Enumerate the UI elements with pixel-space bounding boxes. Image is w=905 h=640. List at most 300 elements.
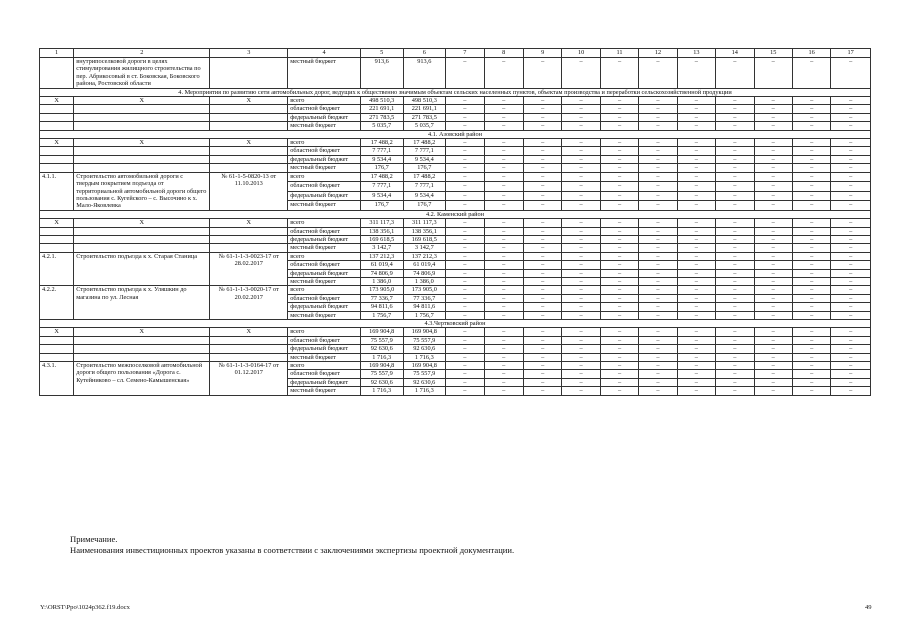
expertise-conclusion: X	[210, 139, 288, 147]
item-number	[40, 336, 74, 344]
empty-year-dash: –	[562, 261, 600, 269]
funding-source: федеральный бюджет	[288, 303, 361, 311]
empty-year-dash: –	[484, 244, 523, 252]
empty-year-dash: –	[639, 328, 677, 336]
year-amount: 913,6	[403, 58, 446, 89]
empty-year-dash: –	[446, 328, 484, 336]
empty-year-dash: –	[792, 164, 830, 172]
year-amount: 1 716,3	[403, 387, 446, 395]
total-amount: 3 142,7	[360, 244, 403, 252]
empty-year-dash: –	[523, 387, 561, 395]
project-name: X	[74, 139, 210, 147]
empty-year-dash: –	[446, 311, 484, 319]
empty-year-dash: –	[831, 97, 871, 105]
empty-year-dash: –	[716, 269, 754, 277]
total-amount: 9 534,4	[360, 191, 403, 201]
empty-year-dash: –	[639, 345, 677, 353]
empty-year-dash: –	[523, 139, 561, 147]
empty-year-dash: –	[484, 345, 523, 353]
empty-year-dash: –	[484, 113, 523, 121]
column-number: 2	[74, 49, 210, 58]
empty-year-dash: –	[831, 139, 871, 147]
empty-year-dash: –	[716, 261, 754, 269]
total-amount: 75 557,9	[360, 370, 403, 378]
empty-year-dash: –	[677, 155, 715, 163]
empty-year-dash: –	[677, 219, 715, 227]
empty-year-dash: –	[523, 147, 561, 155]
funding-source: областной бюджет	[288, 182, 361, 192]
year-amount: 17 488,2	[403, 139, 446, 147]
empty-year-dash: –	[639, 113, 677, 121]
table-row	[40, 147, 871, 155]
empty-year-dash: –	[446, 97, 484, 105]
column-number: 5	[360, 49, 403, 58]
empty-year-dash: –	[754, 261, 792, 269]
expertise-conclusion: № 61-1-5-0820-13 от 11.10.2013	[210, 172, 288, 210]
funding-source: всего	[288, 97, 361, 105]
total-amount: 61 019,4	[360, 261, 403, 269]
funding-source: всего	[288, 219, 361, 227]
year-amount: 221 691,1	[403, 105, 446, 113]
empty-year-dash: –	[716, 201, 754, 211]
empty-year-dash: –	[562, 294, 600, 302]
funding-source: федеральный бюджет	[288, 155, 361, 163]
total-amount: 169 618,5	[360, 235, 403, 243]
funding-source: федеральный бюджет	[288, 113, 361, 121]
empty-year-dash: –	[677, 362, 715, 370]
empty-year-dash: –	[600, 345, 638, 353]
empty-year-dash: –	[484, 201, 523, 211]
project-name: внутрипоселковой дороги в целях стимулирования жилищного строительства по пер. Абрикосовый в ст. Боковская, Боковского района, Ростовской области	[74, 58, 210, 89]
budget-table	[39, 48, 871, 396]
year-amount: 61 019,4	[403, 261, 446, 269]
empty-year-dash: –	[831, 336, 871, 344]
empty-year-dash: –	[523, 97, 561, 105]
empty-year-dash: –	[677, 113, 715, 121]
empty-year-dash: –	[831, 201, 871, 211]
note-title: Примечание.	[70, 534, 118, 544]
empty-year-dash: –	[716, 164, 754, 172]
expertise-conclusion: № 61-1-1-3-0164-17 от 01.12.2017	[210, 362, 288, 396]
empty-year-dash: –	[523, 182, 561, 192]
empty-year-dash: –	[677, 286, 715, 294]
empty-year-dash: –	[446, 294, 484, 302]
empty-year-dash: –	[639, 164, 677, 172]
table-row	[40, 252, 871, 260]
empty-year-dash: –	[677, 58, 715, 89]
empty-year-dash: –	[831, 311, 871, 319]
expertise-conclusion	[210, 336, 288, 344]
section-title: 4. Мероприятия по развитию сети автомобильных дорог, ведущих к общественно значимым объектам сельских населенных пунктов, объектам производства и переработки сельскохозяйственной продукции	[40, 88, 871, 96]
empty-year-dash: –	[792, 97, 830, 105]
empty-year-dash: –	[446, 147, 484, 155]
empty-year-dash: –	[677, 370, 715, 378]
empty-year-dash: –	[716, 353, 754, 361]
funding-source: областной бюджет	[288, 105, 361, 113]
expertise-conclusion	[210, 164, 288, 172]
empty-year-dash: –	[716, 294, 754, 302]
empty-year-dash: –	[792, 113, 830, 121]
empty-year-dash: –	[600, 235, 638, 243]
year-amount: 94 811,6	[403, 303, 446, 311]
empty-year-dash: –	[446, 219, 484, 227]
total-amount: 1 756,7	[360, 311, 403, 319]
funding-source: федеральный бюджет	[288, 378, 361, 386]
empty-year-dash: –	[831, 286, 871, 294]
total-amount: 271 783,5	[360, 113, 403, 121]
empty-year-dash: –	[446, 378, 484, 386]
empty-year-dash: –	[446, 191, 484, 201]
empty-year-dash: –	[639, 227, 677, 235]
year-amount: 92 630,6	[403, 345, 446, 353]
item-number	[40, 122, 74, 130]
total-amount: 176,7	[360, 201, 403, 211]
empty-year-dash: –	[484, 147, 523, 155]
section-title: 4.2. Каменский район	[40, 210, 871, 218]
year-amount: 176,7	[403, 201, 446, 211]
empty-year-dash: –	[677, 378, 715, 386]
year-amount: 92 630,6	[403, 378, 446, 386]
empty-year-dash: –	[754, 164, 792, 172]
table-row	[40, 219, 871, 227]
empty-year-dash: –	[677, 303, 715, 311]
funding-source: местный бюджет	[288, 387, 361, 395]
empty-year-dash: –	[831, 191, 871, 201]
year-amount: 173 905,0	[403, 286, 446, 294]
empty-year-dash: –	[562, 235, 600, 243]
project-name	[74, 147, 210, 155]
empty-year-dash: –	[792, 235, 830, 243]
empty-year-dash: –	[754, 277, 792, 285]
empty-year-dash: –	[716, 155, 754, 163]
total-amount: 9 534,4	[360, 155, 403, 163]
year-amount: 138 356,1	[403, 227, 446, 235]
empty-year-dash: –	[523, 362, 561, 370]
item-number	[40, 113, 74, 121]
empty-year-dash: –	[639, 311, 677, 319]
empty-year-dash: –	[523, 378, 561, 386]
empty-year-dash: –	[523, 303, 561, 311]
empty-year-dash: –	[677, 122, 715, 130]
table-row	[40, 155, 871, 163]
empty-year-dash: –	[446, 252, 484, 260]
empty-year-dash: –	[792, 261, 830, 269]
total-amount: 92 630,6	[360, 345, 403, 353]
empty-year-dash: –	[716, 252, 754, 260]
empty-year-dash: –	[484, 122, 523, 130]
funding-source: областной бюджет	[288, 227, 361, 235]
empty-year-dash: –	[523, 336, 561, 344]
empty-year-dash: –	[562, 58, 600, 89]
empty-year-dash: –	[639, 269, 677, 277]
funding-source: всего	[288, 286, 361, 294]
empty-year-dash: –	[523, 345, 561, 353]
empty-year-dash: –	[792, 277, 830, 285]
empty-year-dash: –	[716, 286, 754, 294]
empty-year-dash: –	[677, 387, 715, 395]
empty-year-dash: –	[639, 201, 677, 211]
empty-year-dash: –	[754, 378, 792, 386]
empty-year-dash: –	[446, 269, 484, 277]
empty-year-dash: –	[523, 172, 561, 182]
total-amount: 913,6	[360, 58, 403, 89]
empty-year-dash: –	[754, 303, 792, 311]
total-amount: 169 904,8	[360, 328, 403, 336]
empty-year-dash: –	[600, 244, 638, 252]
empty-year-dash: –	[831, 155, 871, 163]
year-amount: 5 035,7	[403, 122, 446, 130]
empty-year-dash: –	[831, 172, 871, 182]
project-name	[74, 244, 210, 252]
empty-year-dash: –	[523, 219, 561, 227]
empty-year-dash: –	[484, 353, 523, 361]
empty-year-dash: –	[754, 122, 792, 130]
funding-source: федеральный бюджет	[288, 235, 361, 243]
empty-year-dash: –	[639, 370, 677, 378]
empty-year-dash: –	[677, 191, 715, 201]
total-amount: 498 510,3	[360, 97, 403, 105]
empty-year-dash: –	[600, 353, 638, 361]
empty-year-dash: –	[446, 182, 484, 192]
empty-year-dash: –	[639, 362, 677, 370]
empty-year-dash: –	[677, 345, 715, 353]
project-name: Строительство автомобильной дороги с твердым покрытием подъезда от территориальной автомобильной дороги общего пользования с. Кугейского – с. Высочино к х. Мало-Яковлевка	[74, 172, 210, 210]
table-row	[40, 58, 871, 89]
item-number: 4.2.2.	[40, 286, 74, 320]
project-name	[74, 227, 210, 235]
empty-year-dash: –	[716, 147, 754, 155]
empty-year-dash: –	[792, 311, 830, 319]
funding-source: всего	[288, 328, 361, 336]
funding-source: местный бюджет	[288, 122, 361, 130]
total-amount: 75 557,9	[360, 336, 403, 344]
empty-year-dash: –	[716, 227, 754, 235]
empty-year-dash: –	[831, 345, 871, 353]
table-row	[40, 122, 871, 130]
empty-year-dash: –	[484, 311, 523, 319]
empty-year-dash: –	[754, 244, 792, 252]
empty-year-dash: –	[523, 277, 561, 285]
empty-year-dash: –	[600, 362, 638, 370]
empty-year-dash: –	[484, 277, 523, 285]
year-amount: 176,7	[403, 164, 446, 172]
table-body	[40, 49, 871, 396]
empty-year-dash: –	[600, 191, 638, 201]
total-amount: 77 336,7	[360, 294, 403, 302]
table-row	[40, 235, 871, 243]
item-number: X	[40, 139, 74, 147]
empty-year-dash: –	[716, 387, 754, 395]
project-name: Строительство подъезда к х. Уляшкин до магазина по ул. Лесная	[74, 286, 210, 320]
empty-year-dash: –	[754, 362, 792, 370]
year-amount: 9 534,4	[403, 155, 446, 163]
funding-source: федеральный бюджет	[288, 269, 361, 277]
funding-source: всего	[288, 139, 361, 147]
empty-year-dash: –	[562, 122, 600, 130]
empty-year-dash: –	[484, 303, 523, 311]
funding-source: областной бюджет	[288, 147, 361, 155]
year-amount: 137 212,3	[403, 252, 446, 260]
empty-year-dash: –	[562, 244, 600, 252]
funding-source: местный бюджет	[288, 311, 361, 319]
item-number	[40, 155, 74, 163]
empty-year-dash: –	[677, 97, 715, 105]
table-row	[40, 164, 871, 172]
empty-year-dash: –	[677, 311, 715, 319]
empty-year-dash: –	[831, 244, 871, 252]
empty-year-dash: –	[484, 378, 523, 386]
empty-year-dash: –	[831, 227, 871, 235]
empty-year-dash: –	[484, 164, 523, 172]
empty-year-dash: –	[562, 147, 600, 155]
funding-source: местный бюджет	[288, 58, 361, 89]
expertise-conclusion: № 61-1-1-3-0020-17 от 20.02.2017	[210, 286, 288, 320]
empty-year-dash: –	[639, 277, 677, 285]
section-row	[40, 88, 871, 96]
empty-year-dash: –	[523, 261, 561, 269]
total-amount: 137 212,3	[360, 252, 403, 260]
empty-year-dash: –	[484, 252, 523, 260]
expertise-conclusion: X	[210, 219, 288, 227]
empty-year-dash: –	[446, 261, 484, 269]
empty-year-dash: –	[716, 219, 754, 227]
item-number	[40, 345, 74, 353]
funding-source: областной бюджет	[288, 336, 361, 344]
empty-year-dash: –	[754, 58, 792, 89]
empty-year-dash: –	[677, 172, 715, 182]
table-row	[40, 172, 871, 182]
year-amount: 7 777,1	[403, 182, 446, 192]
year-amount: 7 777,1	[403, 147, 446, 155]
empty-year-dash: –	[562, 370, 600, 378]
funding-source: областной бюджет	[288, 370, 361, 378]
year-amount: 9 534,4	[403, 191, 446, 201]
year-amount: 169 904,8	[403, 328, 446, 336]
project-name	[74, 336, 210, 344]
column-number: 10	[562, 49, 600, 58]
empty-year-dash: –	[792, 294, 830, 302]
empty-year-dash: –	[562, 201, 600, 211]
total-amount: 221 691,1	[360, 105, 403, 113]
empty-year-dash: –	[446, 139, 484, 147]
year-amount: 311 117,3	[403, 219, 446, 227]
year-amount: 75 557,9	[403, 370, 446, 378]
note-text: Наименования инвестиционных проектов указаны в соответствии с заключениями экспертизы проектной документации.	[70, 545, 515, 555]
column-number: 3	[210, 49, 288, 58]
section-title: 4.3.Чертковский район	[40, 320, 871, 328]
empty-year-dash: –	[831, 277, 871, 285]
empty-year-dash: –	[716, 244, 754, 252]
empty-year-dash: –	[639, 378, 677, 386]
empty-year-dash: –	[677, 269, 715, 277]
column-number: 9	[523, 49, 561, 58]
empty-year-dash: –	[446, 387, 484, 395]
empty-year-dash: –	[792, 378, 830, 386]
empty-year-dash: –	[562, 353, 600, 361]
empty-year-dash: –	[792, 336, 830, 344]
column-number: 13	[677, 49, 715, 58]
empty-year-dash: –	[754, 227, 792, 235]
empty-year-dash: –	[831, 182, 871, 192]
empty-year-dash: –	[562, 311, 600, 319]
empty-year-dash: –	[562, 269, 600, 277]
empty-year-dash: –	[677, 353, 715, 361]
empty-year-dash: –	[716, 139, 754, 147]
empty-year-dash: –	[446, 201, 484, 211]
total-amount: 74 806,9	[360, 269, 403, 277]
table-row	[40, 353, 871, 361]
expertise-conclusion	[210, 345, 288, 353]
empty-year-dash: –	[484, 269, 523, 277]
funding-source: местный бюджет	[288, 201, 361, 211]
empty-year-dash: –	[600, 139, 638, 147]
empty-year-dash: –	[677, 164, 715, 172]
empty-year-dash: –	[792, 147, 830, 155]
empty-year-dash: –	[562, 328, 600, 336]
total-amount: 17 488,2	[360, 139, 403, 147]
empty-year-dash: –	[600, 252, 638, 260]
empty-year-dash: –	[600, 378, 638, 386]
total-amount: 94 811,6	[360, 303, 403, 311]
total-amount: 173 905,0	[360, 286, 403, 294]
empty-year-dash: –	[716, 105, 754, 113]
table-row	[40, 336, 871, 344]
funding-source: всего	[288, 172, 361, 182]
year-amount: 3 142,7	[403, 244, 446, 252]
total-amount: 7 777,1	[360, 182, 403, 192]
funding-source: областной бюджет	[288, 294, 361, 302]
empty-year-dash: –	[484, 261, 523, 269]
column-number: 16	[792, 49, 830, 58]
column-number: 11	[600, 49, 638, 58]
expertise-conclusion	[210, 147, 288, 155]
empty-year-dash: –	[792, 328, 830, 336]
empty-year-dash: –	[677, 252, 715, 260]
empty-year-dash: –	[716, 113, 754, 121]
empty-year-dash: –	[600, 370, 638, 378]
empty-year-dash: –	[831, 362, 871, 370]
section-row	[40, 210, 871, 218]
empty-year-dash: –	[677, 235, 715, 243]
project-name: X	[74, 97, 210, 105]
empty-year-dash: –	[831, 252, 871, 260]
empty-year-dash: –	[754, 139, 792, 147]
funding-source: всего	[288, 252, 361, 260]
empty-year-dash: –	[831, 122, 871, 130]
empty-year-dash: –	[716, 303, 754, 311]
total-amount: 138 356,1	[360, 227, 403, 235]
empty-year-dash: –	[446, 122, 484, 130]
empty-year-dash: –	[792, 182, 830, 192]
empty-year-dash: –	[754, 336, 792, 344]
empty-year-dash: –	[639, 219, 677, 227]
column-number: 4	[288, 49, 361, 58]
empty-year-dash: –	[446, 362, 484, 370]
empty-year-dash: –	[792, 219, 830, 227]
funding-source: местный бюджет	[288, 277, 361, 285]
empty-year-dash: –	[639, 303, 677, 311]
empty-year-dash: –	[754, 328, 792, 336]
empty-year-dash: –	[831, 219, 871, 227]
empty-year-dash: –	[600, 172, 638, 182]
empty-year-dash: –	[639, 244, 677, 252]
empty-year-dash: –	[562, 345, 600, 353]
empty-year-dash: –	[484, 219, 523, 227]
empty-year-dash: –	[523, 122, 561, 130]
empty-year-dash: –	[677, 227, 715, 235]
empty-year-dash: –	[716, 378, 754, 386]
empty-year-dash: –	[639, 182, 677, 192]
